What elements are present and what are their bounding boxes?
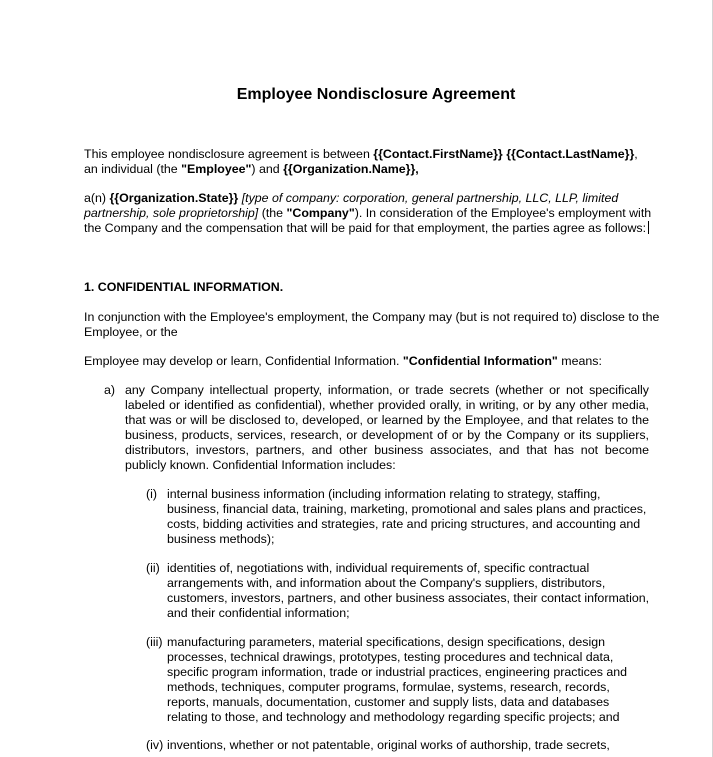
placeholder-org-state: {{Organization.State}} [109, 191, 239, 205]
list-subitem-i [146, 487, 651, 547]
list-marker-a: a) [104, 383, 116, 397]
list-marker-iii: (iii) [146, 635, 163, 649]
list-subitem-i-text: internal business information (including information relating to strategy, staffing, business, financial data, training, marketing, promotional and sales plans and practices, costs, bidding activities and strategies, rate and pricing structures, and accounting and business methods); [167, 487, 647, 546]
section1-paragraph-2 [84, 354, 664, 369]
section1-paragraph-1: In conjunction with the Employee's employment, the Company may (but is not required to) disclose to the Employee, or the [84, 310, 660, 339]
placeholder-contact-first: {{Contact.FirstName}} [373, 147, 503, 161]
list-subitem-ii [146, 561, 651, 621]
list-marker-i: (i) [146, 487, 158, 501]
placeholder-contact-last: {{Contact.LastName}} [506, 147, 635, 161]
intro-text-2: an individual (the [84, 162, 182, 176]
list-subitem-iii-text: manufacturing parameters, material specifications, design specifications, design processes, technical drawings, prototypes, testing procedures and technical data, specific program information, trade or industrial practices, engineering practices and methods, techniques, computer programs, formulae, systems, research, records, reports, manuals, documentation, customer and supply lists, data and databases relating to those, and technology and methodology regarding specific projects; and [167, 635, 628, 724]
parties-rest: ). In consideration of the Employee's employment with the Company and the compensation that will be paid for that employment, the parties agree as follows: [84, 206, 652, 235]
intro-text: This employee nondisclosure agreement is between [84, 147, 374, 161]
list-subitem-iv [146, 738, 651, 753]
list-item-a [104, 383, 649, 473]
section-heading-confidential: 1. CONFIDENTIAL INFORMATION. [84, 280, 284, 294]
intro-text-3: ) and [251, 162, 284, 176]
intro-paragraph [84, 147, 664, 177]
list-marker-ii: (ii) [146, 561, 160, 575]
ci-intro-text: Employee may develop or learn, Confidential Information. [84, 354, 403, 368]
ci-defined-term: "Confidential Information" [402, 354, 558, 368]
list-subitem-iii [146, 635, 651, 725]
intro-comma: , [634, 147, 638, 161]
list-item-a-text: any Company intellectual property, information, or trade secrets (whether or not specifically labeled or identified as confidential), whether provided orally, in writing, or by any other media, that was or will be disclosed to, developed, or learned by the Employee, and that relates to the business, products, services, research, or development of or by the Company or its suppliers, distributors, investors, partners, and other business associates, and that has not become publicly known. Confidential Information includes: [125, 383, 649, 472]
list-subitem-iv-text: inventions, whether or not patentable, original works of authorship, trade secrets, [167, 738, 610, 752]
parties-mid: (the [258, 206, 287, 220]
parties-paragraph [84, 191, 652, 236]
parties-prefix: a(n) [84, 191, 110, 205]
placeholder-org-name: {{Organization.Name}}, [283, 162, 419, 176]
ci-means-text: means: [557, 354, 602, 368]
employee-defined-term: "Employee" [181, 162, 252, 176]
document-title: Employee Nondisclosure Agreement [236, 86, 516, 103]
company-type-note: [type of company: corporation, general partnership, LLC, LLP, limited partnership, sole proprietorship] [84, 191, 619, 220]
list-marker-iv: (iv) [146, 738, 164, 752]
list-subitem-ii-text: identities of, negotiations with, individual requirements of, specific contractual arrangements with, and information about the Company's suppliers, distributors, customers, investors, partners, and other business associates, their contact information, and their confidential information; [167, 561, 650, 620]
text-cursor[interactable] [648, 221, 649, 234]
company-defined-term: "Company" [286, 206, 355, 220]
